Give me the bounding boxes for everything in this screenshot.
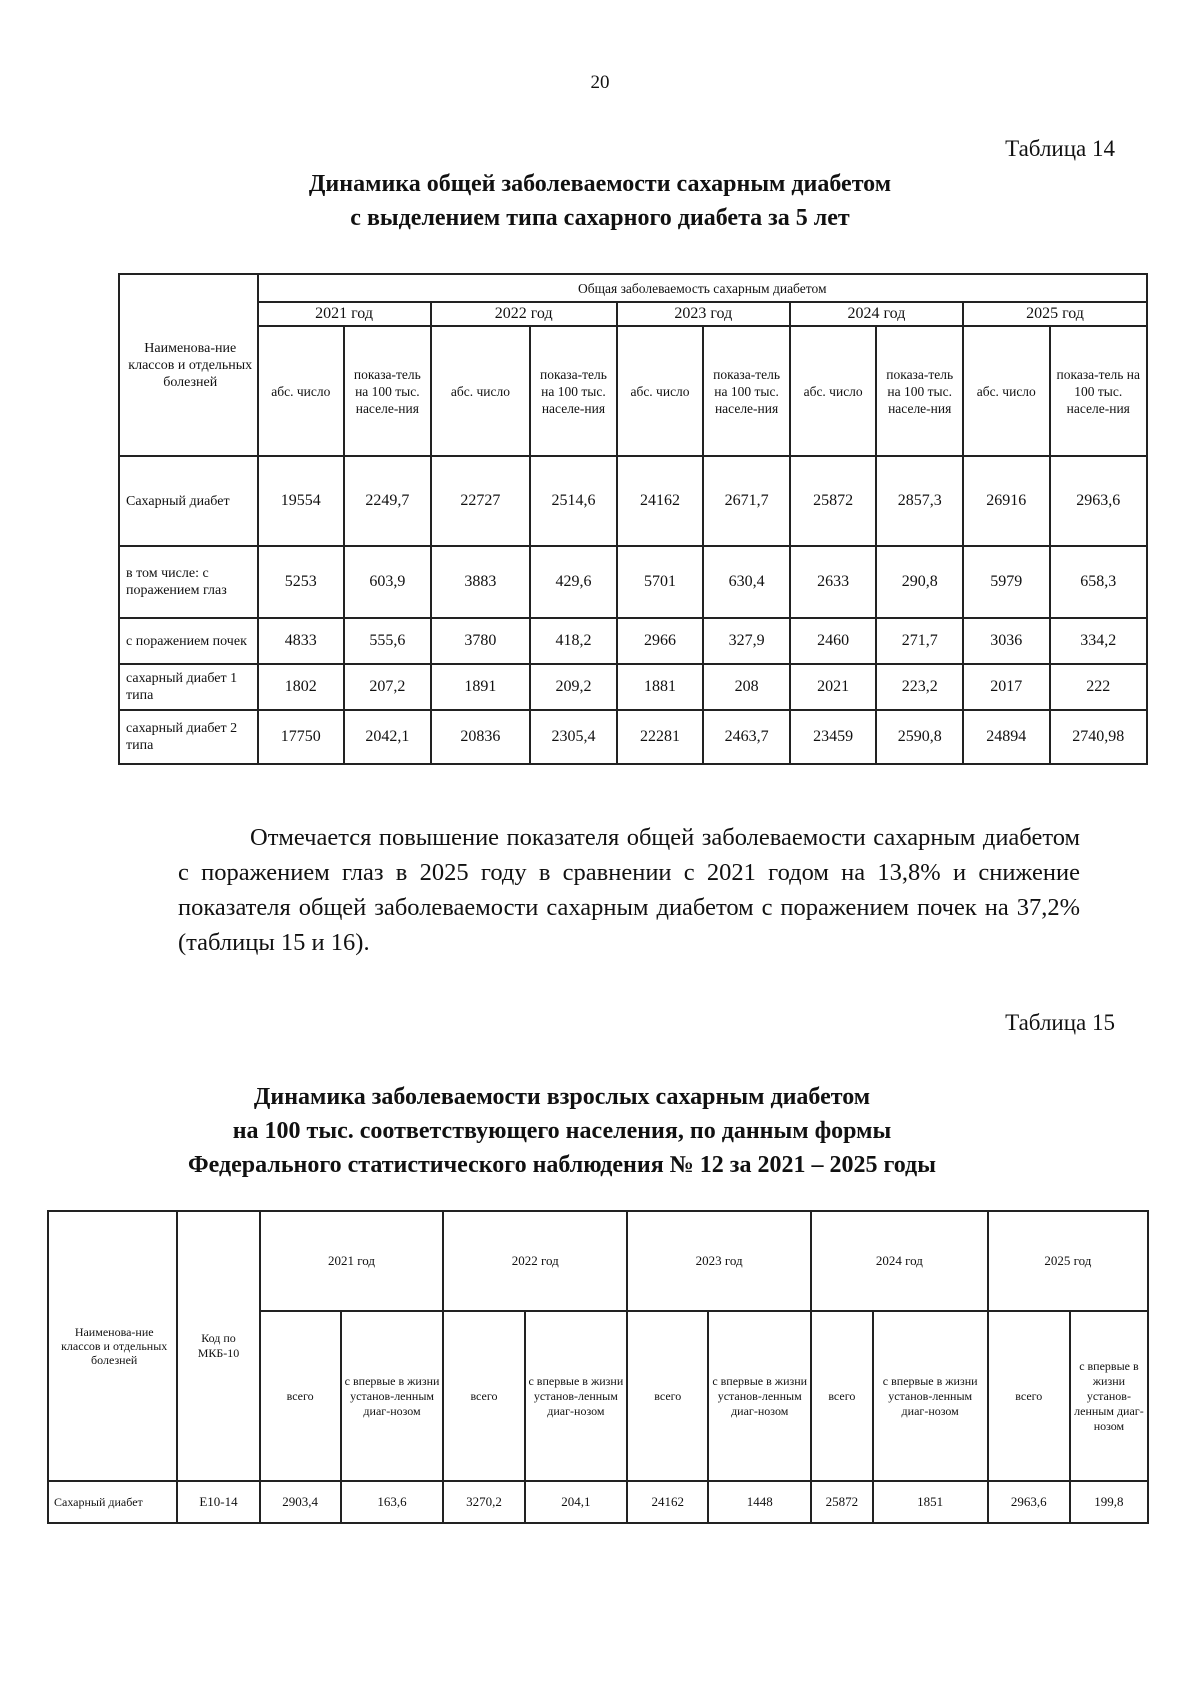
table14-cell: 209,2 — [530, 664, 617, 710]
table15-sub-total: всего — [260, 1311, 341, 1481]
table14-cell: 2633 — [790, 546, 877, 618]
table14-title-line2: с выделением типа сахарного диабета за 5 лет — [350, 205, 850, 231]
table14-cell: 24894 — [963, 710, 1050, 764]
table14-subheader-row — [119, 326, 1147, 456]
table14-sub-rate: показа-тель на 100 тыс. населе-ния — [703, 326, 790, 456]
table14-cell: 2021 — [790, 664, 877, 710]
table15-sub-new: с впервые в жизни установ-ленным диаг-нозом — [341, 1311, 444, 1481]
table15-cell: 204,1 — [525, 1481, 628, 1523]
table14-row-name: сахарный диабет 1 типа — [119, 664, 258, 710]
table14-cell: 334,2 — [1050, 618, 1147, 664]
table14-cell: 2514,6 — [530, 456, 617, 546]
table15-label: Таблица 15 — [1005, 1010, 1115, 1035]
table14-cell: 4833 — [258, 618, 345, 664]
table14-year: 2025 год — [963, 302, 1147, 326]
table15-year: 2021 год — [260, 1211, 444, 1311]
table15-cell: 199,8 — [1070, 1481, 1148, 1523]
table15-sub-total: всего — [443, 1311, 524, 1481]
table15-year: 2024 год — [811, 1211, 988, 1311]
body-paragraph — [178, 820, 1080, 960]
table14-cell: 3883 — [431, 546, 531, 618]
table15-year: 2022 год — [443, 1211, 627, 1311]
table15-title — [0, 1080, 1162, 1182]
table15-row-name: Сахарный диабет — [48, 1481, 177, 1523]
table14-cell: 1891 — [431, 664, 531, 710]
table14-cell: 630,4 — [703, 546, 790, 618]
table14-name-header: Наименова-ние классов и отдельных болезней — [119, 274, 258, 456]
table14-sub-rate: показа-тель на 100 тыс. населе-ния — [1050, 326, 1147, 456]
table15-cell: 24162 — [627, 1481, 708, 1523]
table14-cell: 2460 — [790, 618, 877, 664]
table14-cell: 2305,4 — [530, 710, 617, 764]
table14 — [118, 273, 1148, 765]
table14-cell: 2590,8 — [876, 710, 963, 764]
table-row — [119, 618, 1147, 664]
table14-cell: 2857,3 — [876, 456, 963, 546]
table14-cell: 429,6 — [530, 546, 617, 618]
table15-title-line1: Динамика заболеваемости взрослых сахарным диабетом — [253, 1084, 871, 1110]
table14-cell: 2740,98 — [1050, 710, 1147, 764]
table14-sub-abs: абс. число — [431, 326, 531, 456]
table14-cell: 2017 — [963, 664, 1050, 710]
table14-sub-rate: показа-тель на 100 тыс. населе-ния — [344, 326, 431, 456]
table15-cell: 1448 — [708, 1481, 811, 1523]
table15-sub-new: с впервые в жизни установ-ленным диаг-нозом — [873, 1311, 988, 1481]
table15-cell: 2903,4 — [260, 1481, 341, 1523]
table15-cell: 163,6 — [341, 1481, 444, 1523]
table14-cell: 223,2 — [876, 664, 963, 710]
table-row — [48, 1481, 1148, 1523]
table14-sub-abs: абс. число — [617, 326, 704, 456]
page-number: 20 — [590, 72, 610, 93]
table14-cell: 23459 — [790, 710, 877, 764]
table14-cell: 2963,6 — [1050, 456, 1147, 546]
table14-sub-abs: абс. число — [258, 326, 345, 456]
table14-cell: 22281 — [617, 710, 704, 764]
table14-cell: 5253 — [258, 546, 345, 618]
table15-cell: 3270,2 — [443, 1481, 524, 1523]
table15-sub-total: всего — [627, 1311, 708, 1481]
table14-sub-rate: показа-тель на 100 тыс. населе-ния — [530, 326, 617, 456]
table14-cell: 20836 — [431, 710, 531, 764]
table14-cell: 3036 — [963, 618, 1050, 664]
table15-sub-new: с впервые в жизни установ-ленным диаг-нозом — [708, 1311, 811, 1481]
table15-sub-new: с впервые в жизни установ-ленным диаг-нозом — [525, 1311, 628, 1481]
table15-code-header: Код по МКБ-10 — [177, 1211, 259, 1481]
table14-year: 2022 год — [431, 302, 617, 326]
table14-years-row — [119, 302, 1147, 326]
table14-cell: 3780 — [431, 618, 531, 664]
table14-cell: 26916 — [963, 456, 1050, 546]
table14-cell: 2463,7 — [703, 710, 790, 764]
table15-year: 2025 год — [988, 1211, 1148, 1311]
table15-cell: 1851 — [873, 1481, 988, 1523]
table15-name-header: Наименова-ние классов и отдельных болезней — [48, 1211, 177, 1481]
table14-year: 2021 год — [258, 302, 431, 326]
table14-cell: 22727 — [431, 456, 531, 546]
table14-cell: 2249,7 — [344, 456, 431, 546]
table14-label: Таблица 14 — [1005, 136, 1115, 161]
table15-sub-total: всего — [811, 1311, 873, 1481]
table14-cell: 25872 — [790, 456, 877, 546]
table14-row-name: Сахарный диабет — [119, 456, 258, 546]
table15 — [47, 1210, 1149, 1524]
table-row — [119, 456, 1147, 546]
table15-title-line3: Федерального статистического наблюдения № 12 за 2021 – 2025 годы — [188, 1152, 936, 1178]
table15-sub-new: с впервые в жизни установ-ленным диаг-нозом — [1070, 1311, 1148, 1481]
table14-cell: 271,7 — [876, 618, 963, 664]
table14-group-header: Общая заболеваемость сахарным диабетом — [258, 274, 1148, 302]
table14-cell: 5979 — [963, 546, 1050, 618]
table14-sub-abs: абс. число — [790, 326, 877, 456]
table14-row-name: сахарный диабет 2 типа — [119, 710, 258, 764]
body-paragraph-text: Отмечается повышение показателя общей заболеваемости сахарным диабетом с поражением глаз в 2025 году в сравнении с 2021 годом на 13,8% и снижение показателя общей заболеваемости сахарным диабетом с поражением почек на 37,2% (таблицы 15 и 16). — [178, 824, 1080, 956]
table14-title-line1: Динамика общей заболеваемости сахарным диабетом — [308, 171, 892, 197]
table14-cell: 2671,7 — [703, 456, 790, 546]
table14-cell: 222 — [1050, 664, 1147, 710]
table14-cell: 208 — [703, 664, 790, 710]
table14-row-name: в том числе: с поражением глаз — [119, 546, 258, 618]
table14-cell: 418,2 — [530, 618, 617, 664]
table14-title — [0, 167, 1200, 235]
table14-cell: 5701 — [617, 546, 704, 618]
table14-cell: 327,9 — [703, 618, 790, 664]
table15-year: 2023 год — [627, 1211, 811, 1311]
table14-cell: 19554 — [258, 456, 345, 546]
table15-sub-total: всего — [988, 1311, 1070, 1481]
table14-year: 2023 год — [617, 302, 790, 326]
table-row — [119, 546, 1147, 618]
table15-cell: 2963,6 — [988, 1481, 1070, 1523]
table14-cell: 24162 — [617, 456, 704, 546]
table15-title-line2: на 100 тыс. соответствующего населения, по данным формы — [232, 1118, 892, 1144]
table-row — [119, 710, 1147, 764]
table14-cell: 17750 — [258, 710, 345, 764]
table14-year: 2024 год — [790, 302, 963, 326]
table14-cell: 2966 — [617, 618, 704, 664]
table-row — [119, 664, 1147, 710]
table14-cell: 555,6 — [344, 618, 431, 664]
table14-cell: 603,9 — [344, 546, 431, 618]
table14-sub-abs: абс. число — [963, 326, 1050, 456]
table14-cell: 2042,1 — [344, 710, 431, 764]
table14-sub-rate: показа-тель на 100 тыс. населе-ния — [876, 326, 963, 456]
table14-row-name: с поражением почек — [119, 618, 258, 664]
table14-cell: 207,2 — [344, 664, 431, 710]
table15-row-code: Е10-14 — [177, 1481, 259, 1523]
table14-cell: 290,8 — [876, 546, 963, 618]
table14-cell: 658,3 — [1050, 546, 1147, 618]
table14-cell: 1802 — [258, 664, 345, 710]
table14-cell: 1881 — [617, 664, 704, 710]
table15-cell: 25872 — [811, 1481, 873, 1523]
